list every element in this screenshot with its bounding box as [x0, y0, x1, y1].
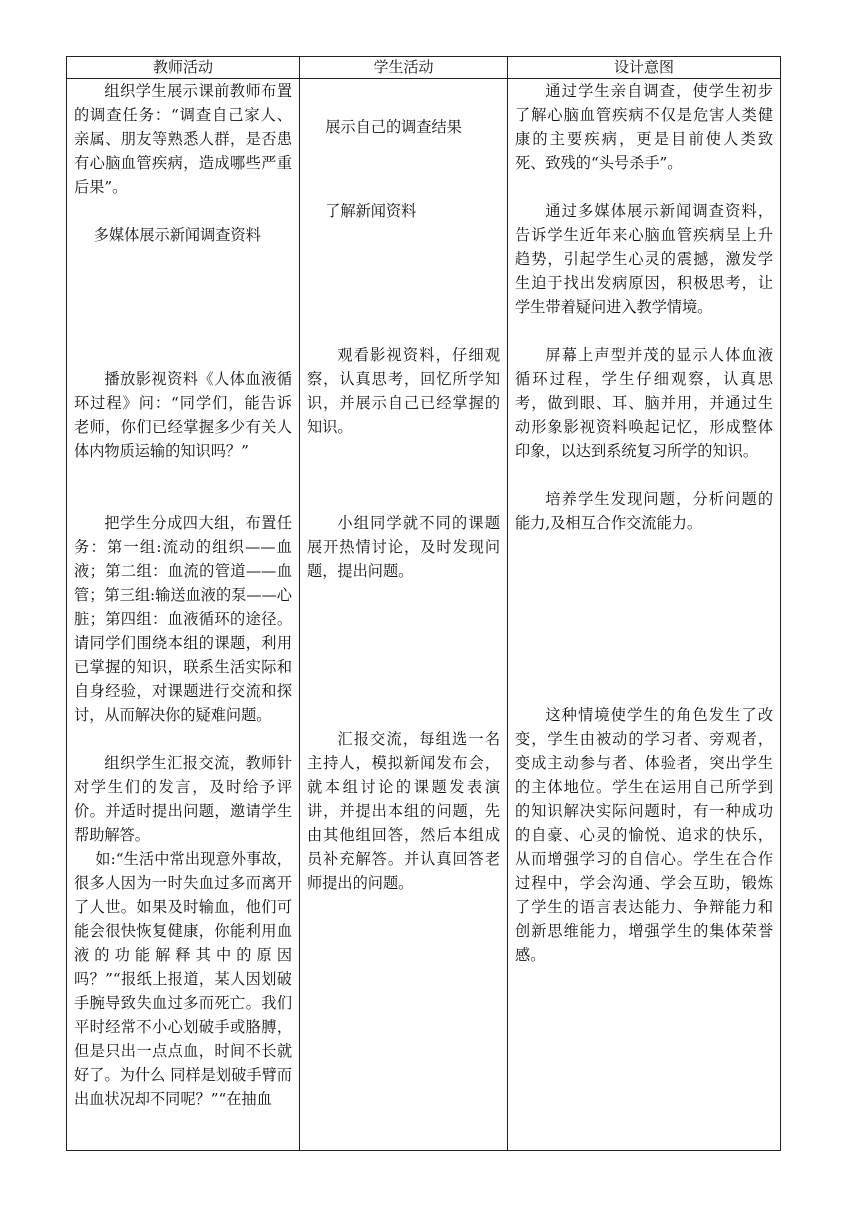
student-paragraph-video: 观看影视资料，仔细观察，认真思考，回忆所学知识，并展示自己已经掌握的知识。 [307, 346, 500, 436]
teacher-paragraph-report: 组织学生汇报交流，教师针对学生们的发言，及时给予评价。并适时提出问题，邀请学生帮助解答。 [74, 754, 292, 844]
student-paragraph-discuss: 小组同学就不同的课题展开热情讨论，及时发现问题，提出问题。 [307, 514, 500, 580]
design-paragraph-ability: 培养学生发现问题，分析问题的能力,及相互合作交流能力。 [515, 490, 773, 532]
teacher-paragraph-survey: 组织学生展示课前教师布置的调查任务：“调查自己家人、亲属、朋友等熟悉人群，是否患有心脑血管疾病，造成哪些严重后果”。 [74, 82, 292, 196]
header-row [67, 57, 781, 79]
header-design-intent: 设计意图 [508, 57, 781, 79]
header-teacher-activity: 教师活动 [67, 57, 300, 79]
lesson-plan-table [66, 56, 781, 1151]
teacher-activity-cell [67, 79, 300, 1151]
student-paragraph-survey: 展示自己的调查结果 [325, 118, 462, 136]
content-row [67, 79, 781, 1151]
student-activity-cell [300, 79, 508, 1151]
header-student-activity: 学生活动 [300, 57, 508, 79]
design-intent-cell [508, 79, 781, 1151]
design-paragraph-media: 通过多媒体展示新闻调查资料，告诉学生近年来心脑血管疾病呈上升趋势，引起学生心灵的震撼，激发学生迫于找出发病原因，积极思考，让学生带着疑问进入教学情境。 [515, 202, 773, 316]
teacher-paragraph-media: 多媒体展示新闻调查资料 [93, 226, 261, 244]
student-paragraph-news: 了解新闻资料 [325, 202, 417, 220]
student-paragraph-report: 汇报交流，每组选一名主持人，模拟新闻发布会，就本组讨论的课题发表演讲，并提出本组的问题，先由其他组回答，然后本组成员补充解答。并认真回答老师提出的问题。 [307, 730, 500, 892]
design-paragraph-video: 屏幕上声型并茂的显示人体血液循环过程，学生仔细观察，认真思考，做到眼、耳、脑并用，并通过生动形象影视资料唤起记忆，形成整体印象，以达到系统复习所学的知识。 [515, 346, 773, 460]
teacher-paragraph-examples: 如:“生活中常出现意外事故，很多人因为一时失血过多而离开了人世。如果及时输血，他们可能会很快恢复健康，你能利用血液的功能解释其中的原因吗？”“报纸上报道，某人因划破手腕导致失血过多而死亡。我们平时经常不小心划破手或胳膊，但是只出一点点血，时间不长就好了。为什么 同样是划破手臂而出血状况却不同呢？”“在抽血 [74, 850, 292, 1108]
teacher-paragraph-groups: 把学生分成四大组，布置任务：第一组:流动的组织——血液；第二组：血流的管道——血管；第三组:输送血液的泵——心脏；第四组：血液循环的途径。请同学们围绕本组的课题，利用已掌握的知识，联系生活实际和自身经验，对课题进行交流和探讨，从而解决你的疑难问题。 [74, 514, 292, 724]
teacher-paragraph-video: 播放影视资料《人体血液循环过程》问：“同学们，能告诉老师，你们已经掌握多少有关人体内物质运输的知识吗？” [74, 370, 292, 460]
design-paragraph-survey: 通过学生亲自调查，使学生初步了解心脑血管疾病不仅是危害人类健康的主要疾病，更是目前使人类致死、致残的“头号杀手”。 [515, 82, 773, 172]
design-paragraph-role: 这种情境使学生的角色发生了改变，学生由被动的学习者、旁观者，变成主动参与者、体验者，突出学生的主体地位。学生在运用自己所学到的知识解决实际问题时，有一种成功的自豪、心灵的愉悦、追求的快乐，从而增强学习的自信心。学生在合作过程中，学会沟通、学会互助，锻炼了学生的语言表达能力、争辩能力和创新思维能力，增强学生的集体荣誉感。 [515, 706, 773, 964]
